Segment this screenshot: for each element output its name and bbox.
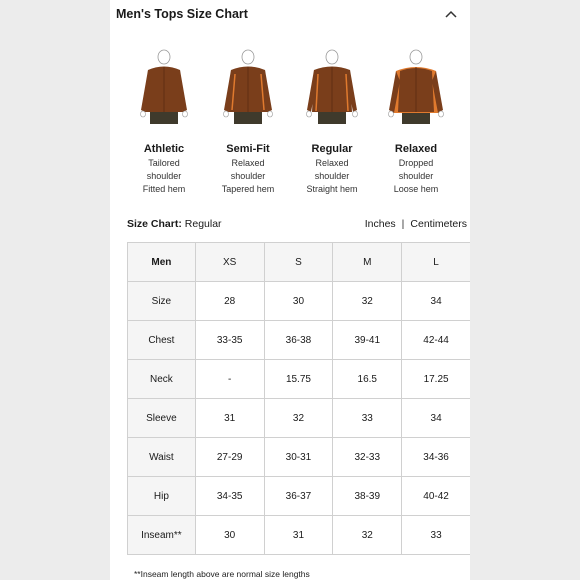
inseam-footnote: **Inseam length above are normal size lengths <box>134 569 310 579</box>
size-table <box>127 242 470 555</box>
fit-description: Relaxed shoulder Tapered hem <box>221 158 275 194</box>
table-cell: 17.25 <box>402 360 470 399</box>
fit-types <box>110 48 470 198</box>
unit-separator: | <box>401 218 405 230</box>
table-cell: 34-35 <box>195 477 264 516</box>
fit-regular <box>290 48 374 198</box>
table-cell: 42-44 <box>402 321 470 360</box>
table-cell: 30 <box>264 282 333 321</box>
column-header: S <box>264 243 333 282</box>
table-row <box>128 399 471 438</box>
table-cell: 28 <box>195 282 264 321</box>
row-label: Sleeve <box>128 399 196 438</box>
table-cell: 30 <box>195 516 264 555</box>
table-cell: 16.5 <box>333 360 402 399</box>
table-cell: 34-36 <box>402 438 470 477</box>
centimeters-link[interactable]: Centimeters <box>410 218 467 230</box>
table-row <box>128 438 471 477</box>
table-cell: 36-37 <box>264 477 333 516</box>
table-cell: 32 <box>264 399 333 438</box>
column-header: M <box>333 243 402 282</box>
size-chart-panel <box>110 0 470 580</box>
table-cell: 34 <box>402 282 470 321</box>
fit-relaxed <box>374 48 458 198</box>
table-cell: 34 <box>402 399 470 438</box>
shirt-figure-icon <box>218 48 278 140</box>
table-row <box>128 360 471 399</box>
table-cell: 32 <box>333 516 402 555</box>
fit-semi-fit <box>206 48 290 198</box>
table-cell: 27-29 <box>195 438 264 477</box>
shirt-figure-icon <box>134 48 194 140</box>
chevron-up-icon[interactable] <box>444 8 458 20</box>
table-row <box>128 282 471 321</box>
row-label: Size <box>128 282 196 321</box>
table-cell: 32 <box>333 282 402 321</box>
size-chart-bar <box>127 217 467 231</box>
table-cell: 38-39 <box>333 477 402 516</box>
fit-name: Athletic <box>143 143 185 155</box>
size-chart-value: Regular <box>184 218 222 230</box>
panel-title: Men's Tops Size Chart <box>116 7 248 21</box>
shirt-figure-icon <box>386 48 446 140</box>
table-row <box>128 477 471 516</box>
inches-link[interactable]: Inches <box>364 218 396 230</box>
table-cell: 33 <box>402 516 470 555</box>
table-header-row <box>128 243 471 282</box>
fit-description: Relaxed shoulder Straight hem <box>306 158 358 194</box>
fit-description: Tailored shoulder Fitted hem <box>142 158 186 194</box>
row-label: Neck <box>128 360 196 399</box>
table-cell: 36-38 <box>264 321 333 360</box>
row-label: Hip <box>128 477 196 516</box>
size-chart-label: Size Chart: <box>127 218 182 230</box>
table-cell: - <box>195 360 264 399</box>
fit-athletic <box>122 48 206 198</box>
shirt-figure-icon <box>302 48 362 140</box>
table-cell: 39-41 <box>333 321 402 360</box>
row-label: Chest <box>128 321 196 360</box>
table-cell: 40-42 <box>402 477 470 516</box>
fit-name: Regular <box>311 143 353 155</box>
row-label: Inseam** <box>128 516 196 555</box>
fit-name: Relaxed <box>394 143 438 155</box>
table-corner-header: Men <box>128 243 196 282</box>
column-header: L <box>402 243 470 282</box>
table-row <box>128 516 471 555</box>
table-cell: 33-35 <box>195 321 264 360</box>
unit-toggle <box>365 217 467 231</box>
table-cell: 30-31 <box>264 438 333 477</box>
fit-name: Semi-Fit <box>226 143 270 155</box>
fit-description: Dropped shoulder Loose hem <box>393 158 439 194</box>
table-cell: 33 <box>333 399 402 438</box>
table-row <box>128 321 471 360</box>
table-cell: 15.75 <box>264 360 333 399</box>
table-cell: 31 <box>264 516 333 555</box>
column-header: XS <box>195 243 264 282</box>
row-label: Waist <box>128 438 196 477</box>
table-cell: 32-33 <box>333 438 402 477</box>
table-cell: 31 <box>195 399 264 438</box>
